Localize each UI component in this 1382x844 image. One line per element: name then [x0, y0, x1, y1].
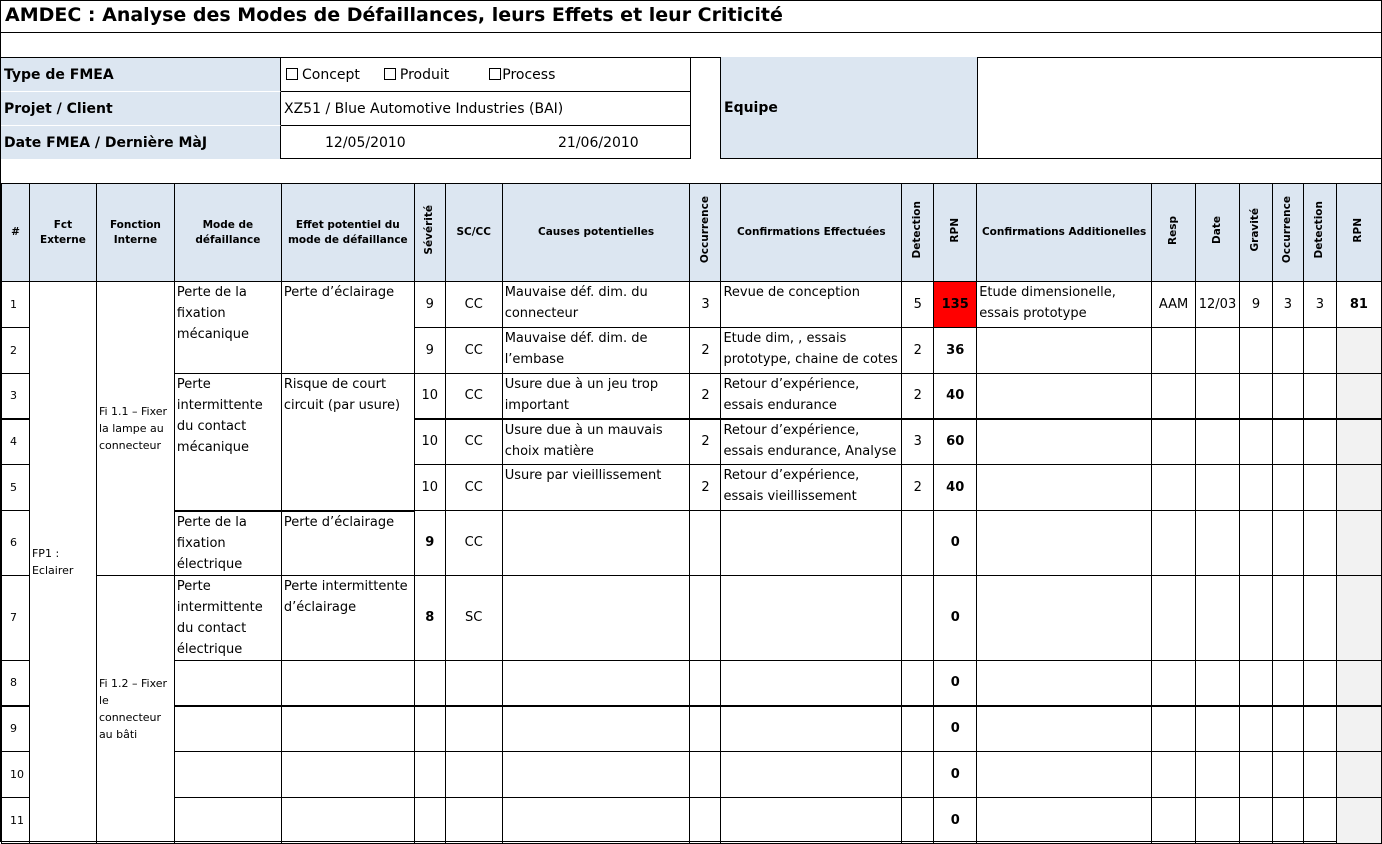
rpn-cell[interactable]: 0	[934, 660, 977, 706]
row-number: 8	[2, 660, 30, 706]
rpn2-cell[interactable]: 81	[1336, 282, 1381, 328]
occurrence2-cell[interactable]	[1272, 374, 1303, 419]
gravite-cell[interactable]	[1239, 575, 1272, 660]
rpn2-cell[interactable]	[1336, 374, 1381, 419]
sccc-cell[interactable]	[445, 797, 502, 843]
mode-cell[interactable]	[174, 751, 281, 797]
table-row	[2, 751, 1382, 797]
header-rpn2: RPN	[1352, 217, 1365, 243]
date-maj[interactable]: 21/06/2010	[558, 134, 639, 151]
sccc-cell[interactable]	[445, 660, 502, 706]
date-cell[interactable]	[1196, 751, 1240, 797]
detection2-cell[interactable]	[1303, 706, 1336, 751]
confirmation-add-cell[interactable]	[977, 706, 1152, 751]
rpn-cell[interactable]: 60	[934, 419, 977, 465]
detection-cell[interactable]	[902, 706, 934, 751]
detection-cell[interactable]	[902, 575, 934, 660]
row-number: 5	[2, 465, 30, 511]
option-produit[interactable]: Produit	[384, 67, 449, 83]
severite-cell[interactable]: 10	[414, 419, 445, 465]
cause-cell[interactable]	[502, 751, 690, 797]
occurrence2-cell[interactable]: 3	[1272, 282, 1303, 328]
occurrence2-cell[interactable]	[1272, 660, 1303, 706]
severite-cell[interactable]	[414, 706, 445, 751]
detection2-cell[interactable]	[1303, 419, 1336, 465]
detection-cell[interactable]: 5	[902, 282, 934, 328]
fonction-interne-cell[interactable]: Fi 1.1 – Fixer la lampe au connecteur	[96, 282, 174, 576]
header-sccc: SC/CC	[445, 184, 502, 282]
confirmation-cell[interactable]	[721, 797, 902, 843]
occurrence2-cell[interactable]	[1272, 419, 1303, 465]
sccc-cell[interactable]: CC	[445, 465, 502, 511]
date-label: Date FMEA / Dernière MàJ	[1, 126, 281, 159]
occurrence-cell[interactable]	[690, 706, 721, 751]
confirmation-add-cell[interactable]	[977, 374, 1152, 419]
gravite-cell[interactable]	[1239, 660, 1272, 706]
occurrence-cell[interactable]: 3	[690, 282, 721, 328]
cause-cell[interactable]: Usure due à un jeu trop important	[502, 374, 690, 419]
header-occurrence2: Occurrence	[1281, 196, 1294, 264]
row-number: 7	[2, 575, 30, 660]
effet-cell[interactable]	[281, 660, 414, 706]
confirmation-add-cell[interactable]	[977, 419, 1152, 465]
equipe-label: Equipe	[721, 57, 978, 158]
table-row	[2, 282, 1382, 328]
confirmation-add-cell[interactable]	[977, 660, 1152, 706]
resp-cell[interactable]	[1152, 575, 1196, 660]
gravite-cell[interactable]	[1239, 374, 1272, 419]
detection2-cell[interactable]	[1303, 328, 1336, 374]
table-row	[2, 575, 1382, 660]
mode-cell[interactable]	[174, 706, 281, 751]
mode-cell[interactable]: Perte de la fixation électrique	[174, 511, 281, 576]
header-fct-externe: Fct Externe	[29, 184, 96, 282]
header-mode: Mode de défaillance	[174, 184, 281, 282]
occurrence2-cell[interactable]	[1272, 706, 1303, 751]
sheet-title: AMDEC : Analyse des Modes de Défaillances, leurs Effets et leur Criticité	[5, 4, 783, 26]
header-detection2: Detection	[1313, 201, 1326, 259]
detection-cell[interactable]	[902, 660, 934, 706]
effet-cell[interactable]: Perte d’éclairage	[281, 511, 414, 576]
sccc-cell[interactable]: CC	[445, 419, 502, 465]
rpn2-cell[interactable]	[1336, 797, 1381, 843]
rpn2-cell[interactable]	[1336, 328, 1381, 374]
severite-cell[interactable]: 9	[414, 282, 445, 328]
header-effet: Effet potentiel du mode de défaillance	[281, 184, 414, 282]
row-number: 11	[2, 797, 30, 843]
cause-cell[interactable]	[502, 797, 690, 843]
header-fonction-interne: Fonction Interne	[96, 184, 174, 282]
rpn2-cell[interactable]	[1336, 419, 1381, 465]
effet-cell[interactable]: Perte d’éclairage	[281, 282, 414, 374]
header-gravite: Gravité	[1249, 208, 1262, 252]
confirmation-cell[interactable]	[721, 660, 902, 706]
severite-cell[interactable]	[414, 797, 445, 843]
header-confirmations: Confirmations Effectuées	[721, 184, 902, 282]
resp-cell[interactable]	[1152, 797, 1196, 843]
confirmation-cell[interactable]: Revue de conception	[721, 282, 902, 328]
rpn2-cell[interactable]	[1336, 575, 1381, 660]
header-occurrence: Occurrence	[698, 196, 711, 264]
header-rpn: RPN	[948, 217, 961, 243]
confirmation-cell[interactable]: Retour d’expérience, essais endurance, Analyse	[721, 419, 902, 465]
info-block	[1, 57, 691, 159]
type-fmea-options	[281, 58, 690, 92]
resp-cell[interactable]	[1152, 419, 1196, 465]
confirmation-cell[interactable]: Retour d’expérience, essais vieillissement	[721, 465, 902, 511]
resp-cell[interactable]	[1152, 706, 1196, 751]
occurrence-cell[interactable]	[690, 575, 721, 660]
effet-cell[interactable]	[281, 751, 414, 797]
fct-externe-cell[interactable]: FP1 : Eclairer	[29, 282, 96, 844]
cause-cell[interactable]: Usure due à un mauvais choix matière	[502, 419, 690, 465]
occurrence-cell[interactable]	[690, 751, 721, 797]
resp-cell[interactable]	[1152, 511, 1196, 576]
resp-cell[interactable]	[1152, 374, 1196, 419]
occurrence-cell[interactable]	[690, 511, 721, 576]
date-cell[interactable]	[1196, 374, 1240, 419]
date-cell[interactable]	[1196, 660, 1240, 706]
equipe-value[interactable]	[978, 57, 1381, 158]
row-number: 3	[2, 374, 30, 419]
rpn2-cell[interactable]	[1336, 751, 1381, 797]
date-cell[interactable]	[1196, 511, 1240, 576]
resp-cell[interactable]	[1152, 328, 1196, 374]
gravite-cell[interactable]	[1239, 328, 1272, 374]
rpn-cell[interactable]: 0	[934, 575, 977, 660]
effet-cell[interactable]	[281, 797, 414, 843]
effet-cell[interactable]	[281, 706, 414, 751]
gravite-cell[interactable]	[1239, 511, 1272, 576]
confirmation-cell[interactable]	[721, 706, 902, 751]
effet-cell[interactable]: Perte intermittente d’éclairage	[281, 575, 414, 660]
row-number: 1	[2, 282, 30, 328]
occurrence2-cell[interactable]	[1272, 751, 1303, 797]
cause-cell[interactable]	[502, 660, 690, 706]
gravite-cell[interactable]: 9	[1239, 282, 1272, 328]
detection2-cell[interactable]	[1303, 465, 1336, 511]
mode-cell[interactable]	[174, 797, 281, 843]
checkbox-icon[interactable]	[489, 68, 501, 80]
date-fmea[interactable]: 12/05/2010	[325, 134, 406, 151]
mode-cell[interactable]: Perte intermittente du contact mécanique	[174, 374, 281, 511]
confirmation-add-cell[interactable]	[977, 575, 1152, 660]
projet-label: Projet / Client	[1, 92, 281, 126]
rpn-cell[interactable]: 0	[934, 797, 977, 843]
equipe-block	[720, 57, 1381, 159]
rpn2-cell[interactable]	[1336, 511, 1381, 576]
cause-cell[interactable]	[502, 575, 690, 660]
mode-cell[interactable]: Perte de la fixation mécanique	[174, 282, 281, 374]
header-date: Date	[1210, 216, 1223, 244]
projet-value[interactable]: XZ51 / Blue Automotive Industries (BAI)	[281, 92, 690, 126]
confirmation-cell[interactable]	[721, 751, 902, 797]
date-cell[interactable]	[1196, 419, 1240, 465]
mode-cell[interactable]: Perte intermittente du contact électrique	[174, 575, 281, 660]
cause-cell[interactable]: Usure par vieillissement	[502, 465, 690, 511]
sccc-cell[interactable]: CC	[445, 374, 502, 419]
sccc-cell[interactable]	[445, 751, 502, 797]
rpn2-cell[interactable]	[1336, 660, 1381, 706]
rpn2-cell[interactable]	[1336, 465, 1381, 511]
severite-cell[interactable]	[414, 660, 445, 706]
confirmation-add-cell[interactable]	[977, 797, 1152, 843]
header-severite: Sévérité	[423, 205, 436, 255]
sccc-cell[interactable]: SC	[445, 575, 502, 660]
sccc-cell[interactable]: CC	[445, 282, 502, 328]
resp-cell[interactable]	[1152, 660, 1196, 706]
detection2-cell[interactable]	[1303, 660, 1336, 706]
detection-cell[interactable]: 2	[902, 465, 934, 511]
table-row	[2, 706, 1382, 751]
cause-cell[interactable]: Mauvaise déf. dim. du connecteur	[502, 282, 690, 328]
fonction-interne-cell[interactable]: Fi 1.2 – Fixer le connecteur au bâti	[96, 575, 174, 843]
rpn-cell[interactable]: 40	[934, 374, 977, 419]
sccc-cell[interactable]: CC	[445, 328, 502, 374]
date-cell[interactable]	[1196, 465, 1240, 511]
severite-cell[interactable]: 8	[414, 575, 445, 660]
occurrence-cell[interactable]	[690, 797, 721, 843]
confirmation-cell[interactable]: Etude dim, , essais prototype, chaine de cotes	[721, 328, 902, 374]
row-number: 9	[2, 706, 30, 751]
checkbox-icon[interactable]	[286, 68, 298, 80]
occurrence2-cell[interactable]	[1272, 328, 1303, 374]
option-process[interactable]: Process	[489, 67, 555, 83]
table-row	[2, 511, 1382, 576]
resp-cell[interactable]: AAM	[1152, 282, 1196, 328]
occurrence-cell[interactable]: 2	[690, 419, 721, 465]
occurrence-cell[interactable]: 2	[690, 374, 721, 419]
rpn-cell[interactable]: 0	[934, 511, 977, 576]
type-fmea-label: Type de FMEA	[1, 58, 281, 92]
gravite-cell[interactable]	[1239, 419, 1272, 465]
header-num: #	[2, 184, 30, 282]
row-number: 4	[2, 419, 30, 465]
detection-cell[interactable]: 3	[902, 419, 934, 465]
option-concept[interactable]: Concept	[286, 67, 360, 83]
checkbox-icon[interactable]	[384, 68, 396, 80]
confirmation-cell[interactable]	[721, 575, 902, 660]
header-causes: Causes potentielles	[502, 184, 690, 282]
detection2-cell[interactable]	[1303, 511, 1336, 576]
date-cell[interactable]	[1196, 575, 1240, 660]
occurrence2-cell[interactable]	[1272, 797, 1303, 843]
date-cell[interactable]: 12/03	[1196, 282, 1240, 328]
gravite-cell[interactable]	[1239, 706, 1272, 751]
rpn2-cell[interactable]	[1336, 706, 1381, 751]
occurrence2-cell[interactable]	[1272, 575, 1303, 660]
detection-cell[interactable]: 2	[902, 328, 934, 374]
amdec-table	[1, 183, 1382, 844]
confirmation-add-cell[interactable]: Etude dimensionelle, essais prototype	[977, 282, 1152, 328]
header-resp: Resp	[1167, 215, 1180, 245]
rpn-cell[interactable]: 0	[934, 706, 977, 751]
row-number: 6	[2, 511, 30, 576]
detection2-cell[interactable]	[1303, 575, 1336, 660]
confirmation-cell[interactable]: Retour d’expérience, essais endurance	[721, 374, 902, 419]
resp-cell[interactable]	[1152, 751, 1196, 797]
detection-cell[interactable]	[902, 797, 934, 843]
rpn-cell[interactable]: 0	[934, 751, 977, 797]
sccc-cell[interactable]	[445, 706, 502, 751]
cause-cell[interactable]: Mauvaise déf. dim. de l’embase	[502, 328, 690, 374]
date-cell[interactable]	[1196, 706, 1240, 751]
gravite-cell[interactable]	[1239, 751, 1272, 797]
confirmation-add-cell[interactable]	[977, 465, 1152, 511]
detection-cell[interactable]	[902, 751, 934, 797]
date-cell[interactable]	[1196, 328, 1240, 374]
confirmation-add-cell[interactable]	[977, 751, 1152, 797]
confirmation-add-cell[interactable]	[977, 511, 1152, 576]
severite-cell[interactable]: 9	[414, 511, 445, 576]
rpn-cell-critical[interactable]: 135	[934, 282, 977, 328]
severite-cell[interactable]: 9	[414, 328, 445, 374]
row-number: 10	[2, 751, 30, 797]
occurrence-cell[interactable]	[690, 660, 721, 706]
title-divider	[1, 32, 1381, 33]
header-detection: Detection	[911, 201, 924, 259]
occurrence-cell[interactable]: 2	[690, 328, 721, 374]
rpn-cell[interactable]: 36	[934, 328, 977, 374]
occurrence2-cell[interactable]	[1272, 465, 1303, 511]
effet-cell[interactable]: Risque de court circuit (par usure)	[281, 374, 414, 511]
table-row	[2, 660, 1382, 706]
detection2-cell[interactable]	[1303, 751, 1336, 797]
date-cell[interactable]	[1196, 797, 1240, 843]
occurrence-cell[interactable]: 2	[690, 465, 721, 511]
table-row	[2, 374, 1382, 419]
confirmation-cell[interactable]	[721, 511, 902, 576]
row-number: 2	[2, 328, 30, 374]
detection2-cell[interactable]	[1303, 797, 1336, 843]
mode-cell[interactable]	[174, 660, 281, 706]
detection-cell[interactable]	[902, 511, 934, 576]
severite-cell[interactable]	[414, 751, 445, 797]
cause-cell[interactable]	[502, 706, 690, 751]
resp-cell[interactable]	[1152, 465, 1196, 511]
rpn-cell[interactable]: 40	[934, 465, 977, 511]
cause-cell[interactable]	[502, 511, 690, 576]
severite-cell[interactable]: 10	[414, 465, 445, 511]
occurrence2-cell[interactable]	[1272, 511, 1303, 576]
gravite-cell[interactable]	[1239, 797, 1272, 843]
header-confirmations-add: Confirmations Additionelles	[977, 184, 1152, 282]
table-header	[2, 184, 1382, 282]
sccc-cell[interactable]: CC	[445, 511, 502, 576]
confirmation-add-cell[interactable]	[977, 328, 1152, 374]
detection2-cell[interactable]	[1303, 374, 1336, 419]
detection-cell[interactable]: 2	[902, 374, 934, 419]
gravite-cell[interactable]	[1239, 465, 1272, 511]
detection2-cell[interactable]: 3	[1303, 282, 1336, 328]
severite-cell[interactable]: 10	[414, 374, 445, 419]
table-row	[2, 797, 1382, 843]
